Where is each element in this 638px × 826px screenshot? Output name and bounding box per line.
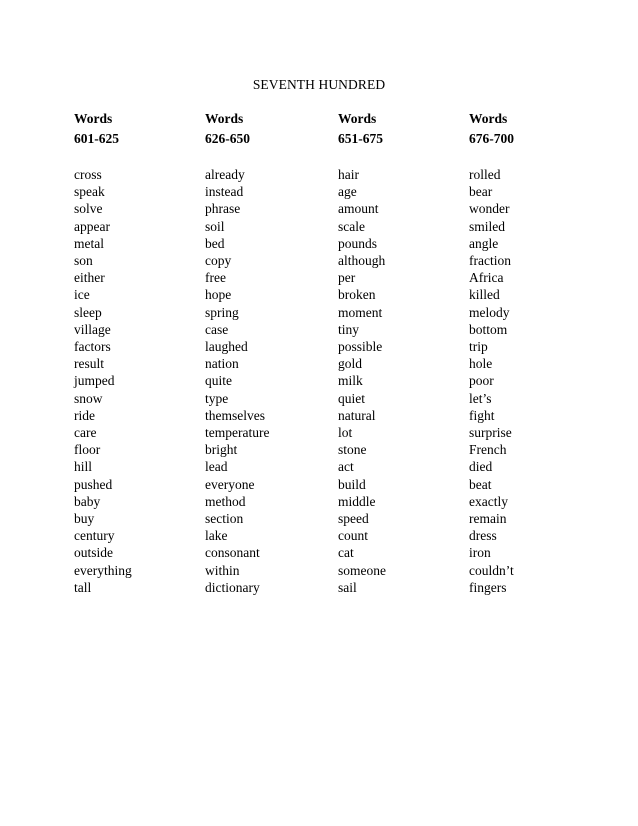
- word-item: natural: [338, 407, 376, 423]
- word-item: fight: [469, 407, 495, 423]
- word-item: village: [74, 321, 111, 337]
- word-item: floor: [74, 442, 101, 458]
- column-header-range: 676-700: [469, 131, 514, 146]
- word-item: everything: [74, 562, 132, 578]
- word-item: pounds: [338, 235, 378, 251]
- word-item: poor: [469, 373, 494, 389]
- word-item: son: [74, 253, 93, 269]
- word-item: age: [338, 184, 357, 200]
- word-item: speed: [338, 511, 369, 527]
- word-item: remain: [469, 511, 507, 527]
- word-item: baby: [74, 493, 101, 509]
- word-column-651-675: [338, 109, 386, 596]
- word-list: [469, 166, 514, 596]
- word-item: lead: [205, 459, 228, 475]
- word-list: [74, 166, 132, 596]
- word-list: [338, 166, 386, 596]
- word-item: lake: [205, 528, 228, 544]
- word-column-626-650: [205, 109, 269, 596]
- word-item: scale: [338, 218, 365, 234]
- column-header-range: 601-625: [74, 131, 119, 146]
- word-item: per: [338, 270, 356, 286]
- page-title: SEVENTH HUNDRED: [252, 77, 386, 92]
- word-item: hope: [205, 287, 232, 303]
- word-item: copy: [205, 253, 232, 269]
- word-item: wonder: [469, 201, 510, 217]
- word-item: surprise: [469, 425, 512, 441]
- word-item: count: [338, 528, 368, 544]
- column-header-label: Words: [205, 111, 244, 126]
- word-item: phrase: [205, 201, 241, 217]
- word-item: method: [205, 493, 246, 509]
- column-header-label: Words: [74, 111, 113, 126]
- word-item: stone: [338, 442, 367, 458]
- word-item: pushed: [74, 476, 113, 492]
- word-item: let’s: [469, 390, 492, 406]
- word-item: free: [205, 270, 226, 286]
- word-item: speak: [74, 184, 105, 200]
- word-item: quiet: [338, 390, 365, 406]
- word-list: [205, 166, 269, 596]
- word-item: solve: [74, 201, 103, 217]
- word-item: within: [205, 562, 240, 578]
- word-item: spring: [205, 304, 239, 320]
- word-item: tall: [74, 579, 92, 595]
- word-item: sleep: [74, 304, 102, 320]
- word-item: dress: [469, 528, 497, 544]
- word-item: soil: [205, 218, 225, 234]
- word-item: lot: [338, 425, 353, 441]
- word-item: although: [338, 253, 386, 269]
- word-item: century: [74, 528, 115, 544]
- word-item: amount: [338, 201, 379, 217]
- word-item: cross: [74, 167, 102, 182]
- word-item: French: [469, 442, 507, 458]
- word-item: exactly: [469, 493, 508, 509]
- column-header-range: 626-650: [205, 131, 250, 146]
- word-item: laughed: [205, 339, 248, 355]
- word-item: moment: [338, 304, 383, 320]
- word-item: appear: [74, 218, 110, 234]
- word-item: instead: [205, 184, 244, 200]
- word-item: bright: [205, 442, 238, 458]
- word-item: temperature: [205, 425, 270, 441]
- word-item: ice: [74, 287, 90, 303]
- word-item: angle: [469, 235, 499, 251]
- word-item: fingers: [469, 579, 507, 595]
- word-item: either: [74, 270, 105, 286]
- column-header-label: Words: [338, 111, 377, 126]
- word-column-676-700: [469, 109, 514, 596]
- word-item: hill: [74, 459, 93, 475]
- word-item: outside: [74, 545, 113, 561]
- word-item: consonant: [205, 545, 260, 561]
- word-item: possible: [338, 339, 383, 355]
- word-item: sail: [338, 579, 357, 595]
- word-item: buy: [74, 511, 95, 527]
- word-item: care: [74, 425, 97, 441]
- word-item: broken: [338, 287, 376, 303]
- word-item: everyone: [205, 476, 255, 492]
- word-item: killed: [469, 287, 500, 303]
- word-item: couldn’t: [469, 562, 514, 578]
- word-item: hole: [469, 356, 493, 372]
- word-item: type: [205, 390, 229, 406]
- word-item: iron: [469, 545, 491, 561]
- word-item: bed: [205, 235, 225, 251]
- word-item: cat: [338, 545, 354, 561]
- column-header-label: Words: [469, 111, 508, 126]
- word-item: act: [338, 459, 354, 475]
- word-item: nation: [205, 356, 239, 372]
- word-item: melody: [469, 304, 510, 320]
- word-item: died: [469, 459, 493, 475]
- word-item: tiny: [338, 321, 360, 337]
- word-item: factors: [74, 339, 111, 355]
- word-item: hair: [338, 167, 359, 182]
- word-item: Africa: [469, 270, 504, 286]
- column-header-range: 651-675: [338, 131, 383, 146]
- word-item: rolled: [469, 167, 501, 182]
- word-item: snow: [74, 390, 103, 406]
- word-item: already: [205, 167, 245, 182]
- word-item: ride: [74, 407, 95, 423]
- word-item: someone: [338, 562, 386, 578]
- word-item: bottom: [469, 321, 508, 337]
- word-item: build: [338, 476, 366, 492]
- word-item: fraction: [469, 253, 511, 269]
- word-item: gold: [338, 356, 363, 372]
- word-item: beat: [469, 476, 492, 492]
- word-item: section: [205, 511, 244, 527]
- word-item: smiled: [469, 218, 505, 234]
- word-item: metal: [74, 235, 104, 251]
- word-item: bear: [469, 184, 493, 200]
- word-item: case: [205, 321, 229, 337]
- word-column-601-625: [74, 109, 132, 596]
- word-item: milk: [338, 373, 363, 389]
- word-item: quite: [205, 373, 232, 389]
- word-item: middle: [338, 493, 376, 509]
- word-item: themselves: [205, 407, 265, 423]
- word-item: result: [74, 356, 104, 372]
- word-item: dictionary: [205, 579, 260, 595]
- word-item: trip: [469, 339, 488, 355]
- word-item: jumped: [74, 373, 115, 389]
